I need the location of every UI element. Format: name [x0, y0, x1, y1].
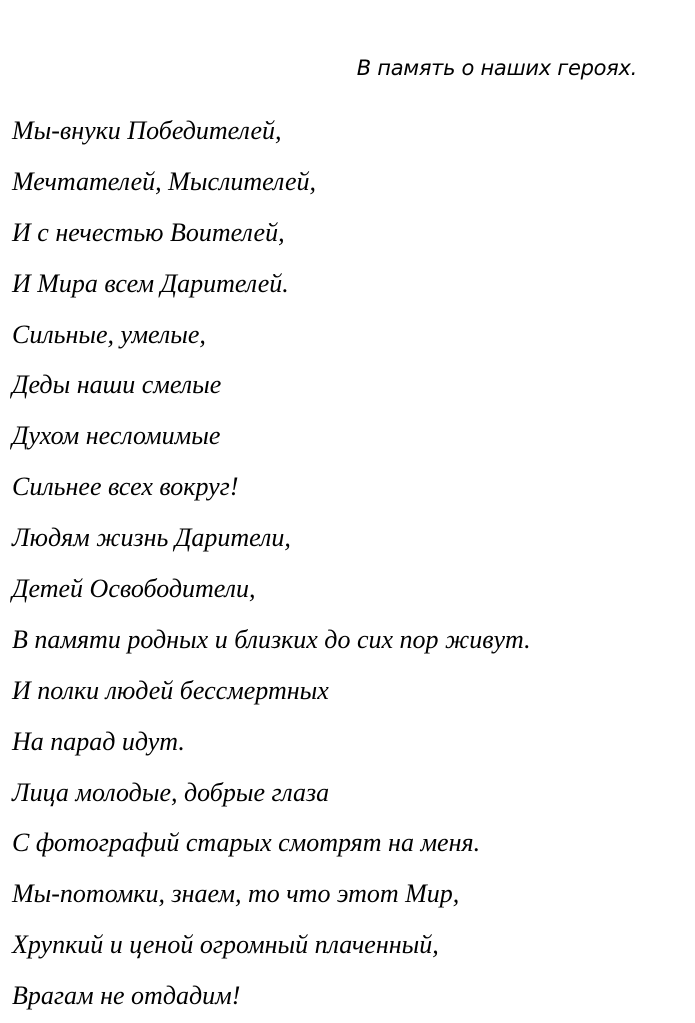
poem-line: В памяти родных и близких до сих пор живут.	[12, 624, 531, 654]
poem-line: Сильнее всех вокруг!	[12, 472, 239, 502]
poem-line: Мы-внуки Победителей,	[12, 116, 282, 145]
poem-line: С фотографий старых смотрят на меня.	[12, 828, 481, 858]
poem-line: Хрупкий и ценой огромный плаченный,	[12, 930, 439, 960]
poem-title: В память о наших героях.	[356, 56, 637, 80]
poem-line: Мечтателей, Мыслителей,	[12, 166, 317, 196]
poem-line: Врагам не отдадим!	[12, 981, 241, 1011]
poem-line: Деды наши смелые	[12, 370, 222, 400]
poem-line: Детей Освободители,	[12, 574, 256, 604]
poem-line: И Мира всем Дарителей.	[12, 268, 289, 298]
poem-line: Сильные, умелые,	[12, 319, 206, 349]
poem-line: И с нечестью Воителей,	[12, 217, 285, 247]
poem-line: Людям жизнь Дарители,	[12, 523, 291, 553]
poem-body	[12, 106, 531, 1022]
poem-line: И полки людей бессмертных	[12, 675, 329, 705]
poem-line: Мы-потомки, знаем, то что этот Мир,	[12, 879, 460, 909]
poem-line: На парад идут.	[12, 726, 185, 756]
poem-line: Лица молодые, добрые глаза	[12, 777, 330, 807]
poem-line: Духом несломимые	[12, 421, 221, 451]
